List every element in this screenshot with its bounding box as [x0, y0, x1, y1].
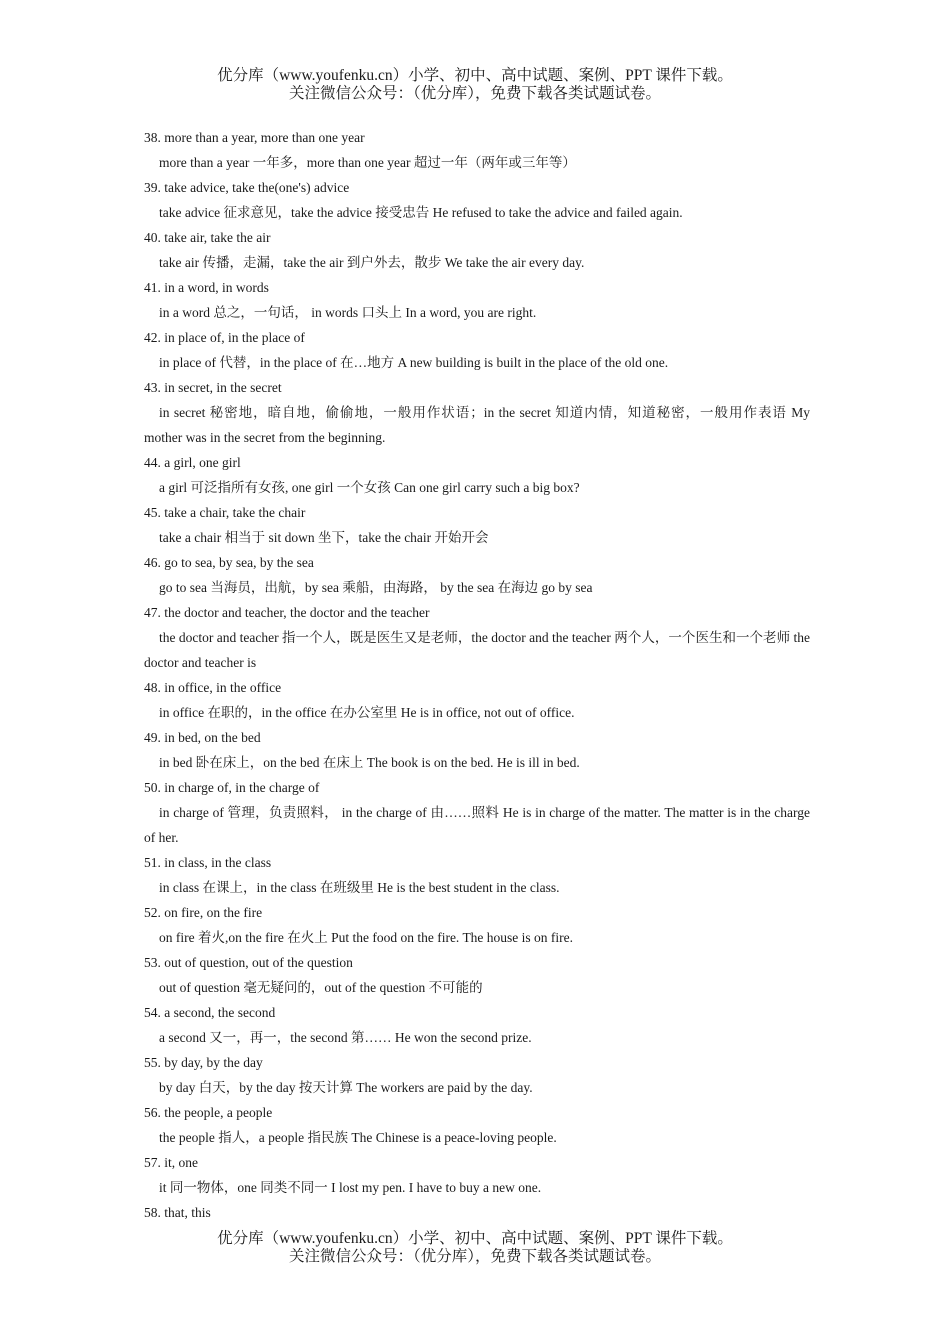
entry-explanation: by day 白天，by the day 按天计算 The workers are paid by the day.: [159, 1080, 533, 1095]
list-item: [144, 550, 810, 600]
header-line-1: 优分库（www.youfenku.cn）小学、初中、高中试题、案例、PPT 课件下载。: [217, 67, 733, 84]
entry-heading: 56. the people, a people: [144, 1105, 273, 1120]
entry-heading: 46. go to sea, by sea, by the sea: [144, 555, 314, 570]
entry-explanation: the doctor and teacher 指一个人，既是医生又是老师，the doctor and the teacher 两个人，一个医生和一个老师 the doctor and teacher is: [144, 630, 810, 670]
entry-heading: 50. in charge of, in the charge of: [144, 780, 320, 795]
entry-explanation: out of question 毫无疑问的，out of the question 不可能的: [159, 980, 483, 995]
list-item: [144, 1050, 810, 1100]
entry-heading: 51. in class, in the class: [144, 855, 272, 870]
entry-explanation: in charge of 管理，负责照料， in the charge of 由……照料 He is in charge of the matter. The matter is in the charge of her.: [144, 805, 810, 845]
entry-explanation: in secret 秘密地，暗自地，偷偷地，一般用作状语；in the secret 知道内情，知道秘密，一般用作表语 My mother was in the secret from the beginning.: [144, 405, 810, 445]
entry-heading: 45. take a chair, take the chair: [144, 505, 306, 520]
entry-heading: 39. take advice, take the(one's) advice: [144, 180, 350, 195]
entry-explanation: in place of 代替，in the place of 在…地方 A new building is built in the place of the old one.: [159, 355, 669, 370]
list-item: [144, 275, 810, 325]
entry-heading: 54. a second, the second: [144, 1005, 276, 1020]
entry-explanation: more than a year 一年多，more than one year 超过一年（两年或三年等）: [159, 155, 576, 170]
document-body: [144, 125, 810, 1225]
list-item: [144, 850, 810, 900]
entry-heading: 42. in place of, in the place of: [144, 330, 305, 345]
entry-heading: 38. more than a year, more than one year: [144, 130, 365, 145]
entry-heading: 41. in a word, in words: [144, 280, 269, 295]
list-item: [144, 225, 810, 275]
entry-heading: 47. the doctor and teacher, the doctor and the teacher: [144, 605, 430, 620]
entry-explanation: in class 在课上，in the class 在班级里 He is the best student in the class.: [159, 880, 560, 895]
list-item: [144, 675, 810, 725]
list-item: [144, 775, 810, 850]
footer-line-1: 优分库（www.youfenku.cn）小学、初中、高中试题、案例、PPT 课件下载。: [217, 1230, 733, 1247]
footer-line-2: 关注微信公众号：（优分库），免费下载各类试题试卷。: [288, 1248, 661, 1265]
list-item: [144, 900, 810, 950]
entry-explanation: in a word 总之，一句话， in words 口头上 In a word, you are right.: [159, 305, 537, 320]
list-item: [144, 1200, 810, 1225]
list-item: [144, 950, 810, 1000]
list-item: [144, 375, 810, 450]
list-item: [144, 500, 810, 550]
list-item: [144, 325, 810, 375]
entry-heading: 43. in secret, in the secret: [144, 380, 282, 395]
entry-explanation: in bed 卧在床上，on the bed 在床上 The book is on the bed. He is ill in bed.: [159, 755, 580, 770]
entry-explanation: take air 传播，走漏，take the air 到户外去，散步 We take the air every day.: [159, 255, 585, 270]
entry-heading: 52. on fire, on the fire: [144, 905, 263, 920]
entry-heading: 48. in office, in the office: [144, 680, 282, 695]
list-item: [144, 1150, 810, 1200]
entry-explanation: a girl 可泛指所有女孩, one girl 一个女孩 Can one girl carry such a big box?: [159, 480, 580, 495]
list-item: [144, 450, 810, 500]
entry-heading: 49. in bed, on the bed: [144, 730, 261, 745]
entry-heading: 53. out of question, out of the question: [144, 955, 353, 970]
page-header: [0, 67, 950, 103]
entry-explanation: a second 又一，再一，the second 第…… He won the second prize.: [159, 1030, 532, 1045]
entry-heading: 40. take air, take the air: [144, 230, 271, 245]
list-item: [144, 125, 810, 175]
entry-explanation: in office 在职的，in the office 在办公室里 He is in office, not out of office.: [159, 705, 575, 720]
list-item: [144, 1100, 810, 1150]
page-footer: [0, 1230, 950, 1266]
entry-explanation: take advice 征求意见，take the advice 接受忠告 He refused to take the advice and failed again.: [159, 205, 683, 220]
list-item: [144, 175, 810, 225]
list-item: [144, 600, 810, 675]
entry-heading: 57. it, one: [144, 1155, 198, 1170]
entry-explanation: the people 指人，a people 指民族 The Chinese is a peace-loving people.: [159, 1130, 557, 1145]
list-item: [144, 1000, 810, 1050]
entry-explanation: go to sea 当海员，出航，by sea 乘船，由海路， by the sea 在海边 go by sea: [159, 580, 593, 595]
entry-heading: 44. a girl, one girl: [144, 455, 241, 470]
list-item: [144, 725, 810, 775]
entry-explanation: it 同一物体，one 同类不同一 I lost my pen. I have to buy a new one.: [159, 1180, 542, 1195]
entry-explanation: on fire 着火,on the fire 在火上 Put the food on the fire. The house is on fire.: [159, 930, 574, 945]
entry-explanation: take a chair 相当于 sit down 坐下，take the chair 开始开会: [159, 530, 489, 545]
header-line-2: 关注微信公众号：（优分库），免费下载各类试题试卷。: [288, 85, 661, 102]
entry-heading: 55. by day, by the day: [144, 1055, 263, 1070]
entry-heading: 58. that, this: [144, 1205, 211, 1220]
